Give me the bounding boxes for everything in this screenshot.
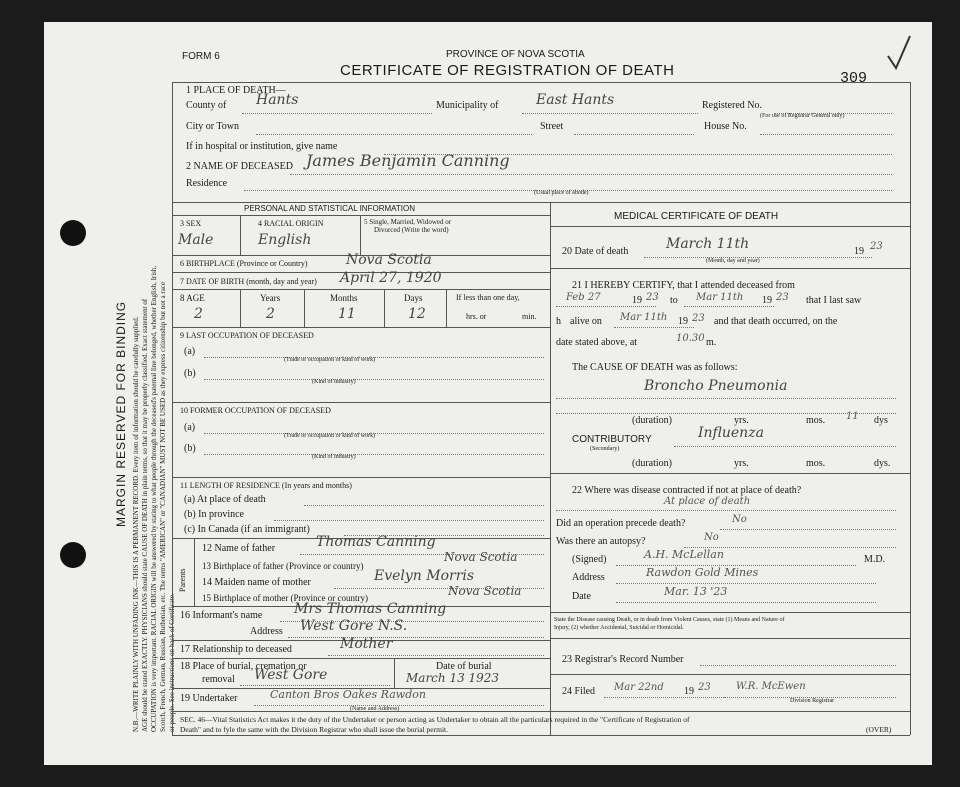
cause-dys-label: dys (874, 415, 888, 426)
contributory-label: CONTRIBUTORY (572, 434, 652, 445)
contrib-yrs-label: yrs. (734, 458, 749, 469)
last-saw-label: that I last saw (806, 295, 862, 306)
in-province-label: (b) In province (184, 509, 244, 520)
last-occupation-label: 9 LAST OCCUPATION OF DECEASED (180, 331, 314, 340)
alive-prefix: h (556, 316, 561, 327)
undertaker-note: (Name and Address) (350, 706, 400, 712)
attend-to-value: Mar 11th (696, 292, 744, 303)
contributory-value: Influenza (698, 425, 764, 441)
signed-label: (Signed) (572, 554, 607, 565)
registrar-note: (For use of Registrar General only) (760, 113, 845, 119)
former-industry-note: (Kind of industry) (312, 454, 356, 460)
burial-label: 18 Place of burial, cremation or (180, 661, 307, 672)
parents-label: Parents (178, 568, 187, 592)
occurred-label: and that death occurred, on the (714, 316, 838, 327)
sex-value: Male (178, 232, 214, 248)
burial-date-label: Date of burial (436, 661, 492, 672)
birthplace-label: 6 BIRTHPLACE (Province or Country) (180, 259, 308, 268)
autopsy-label: Was there an autopsy? (556, 536, 646, 547)
province-heading: PROVINCE OF NOVA SCOTIA (446, 49, 585, 60)
last-occupation-b: (b) (184, 368, 196, 379)
house-label: House No. (704, 121, 747, 132)
certificate-number: 309 (840, 70, 868, 87)
informant-label: 16 Informant's name (180, 610, 263, 621)
attend-from-19: 19 (632, 295, 642, 306)
residence-label: Residence (186, 178, 228, 189)
certificate-title: CERTIFICATE OF REGISTRATION OF DEATH (340, 62, 675, 79)
city-label: City or Town (186, 121, 240, 132)
mother-label: 14 Maiden name of mother (202, 577, 311, 588)
cause-value: Broncho Pneumonia (644, 378, 788, 394)
margin-note-5: or people. See instructions on back of Certificate. (168, 593, 176, 732)
alive-date-value: Mar 11th (620, 312, 668, 323)
former-occupation-b: (b) (184, 443, 196, 454)
mother-birthplace-label: 15 Birthplace of mother (Province or country) (202, 593, 368, 603)
contrib-mos-label: mos. (806, 458, 826, 469)
attend-to-19: 19 (762, 295, 772, 306)
stated-label: date stated above, at (556, 337, 638, 348)
registrar-value: W.R. McEwen (736, 681, 806, 692)
contrib-dys-label: dys. (874, 458, 891, 469)
days-label: Days (404, 293, 423, 303)
hrs-label: hrs. or (466, 312, 487, 321)
registered-label: Registered No. (702, 100, 762, 111)
date-of-death-label: 20 Date of death (562, 246, 629, 257)
binder-hole-bottom (60, 542, 86, 568)
margin-heading: MARGIN RESERVED FOR BINDING (114, 300, 128, 527)
racial-label: 4 RACIAL ORIGIN (258, 219, 324, 228)
sex-label: 3 SEX (180, 219, 202, 228)
years-label: Years (260, 293, 281, 303)
to-label: to (670, 295, 678, 306)
informant-value: Mrs Thomas Canning (294, 601, 447, 617)
county-label: County of (186, 100, 227, 111)
death-certificate (44, 22, 932, 765)
relationship-value: Mother (340, 636, 393, 652)
municipality-label: Municipality of (436, 100, 499, 111)
at-place-label: (a) At place of death (184, 494, 266, 505)
marital-label-2: Divorced (Write the word) (374, 226, 449, 234)
date-of-death-value: March 11th (666, 236, 750, 252)
margin-note-2: AGE should be stated EXACTLY. PHYSICIANS should state CAUSE OF DEATH in plain terms, so that it may be properly classified. Exact statement of (141, 298, 149, 732)
over-label: (OVER) (866, 725, 892, 734)
attend-from-value: Feb 27 (566, 292, 601, 303)
cause-mos-label: mos. (806, 415, 826, 426)
father-value: Thomas Canning (316, 534, 436, 550)
cause-duration-label: (duration) (632, 415, 672, 426)
abode-note: (Usual place of abode) (534, 190, 589, 196)
form-number: FORM 6 (182, 51, 220, 62)
personal-heading: PERSONAL AND STATISTICAL INFORMATION (244, 204, 415, 213)
contracted-value: At place of death (664, 496, 751, 507)
filed-label: 24 Filed (562, 686, 596, 697)
burial-place-value: West Gore (254, 667, 328, 683)
father-birthplace-value: Nova Scotia (444, 550, 518, 564)
months-label: Months (330, 293, 358, 303)
m-label: m. (706, 337, 717, 348)
deceased-name-label: 2 NAME OF DECEASED (186, 161, 293, 172)
physician-address-label: Address (572, 572, 605, 583)
physician-date-value: Mar. 13 '23 (664, 585, 728, 598)
attend-to-year: 23 (776, 292, 789, 303)
former-occupation-label: 10 FORMER OCCUPATION OF DECEASED (180, 406, 331, 415)
autopsy-value: No (704, 532, 719, 543)
contracted-label: 22 Where was disease contracted if not at place of death? (572, 485, 802, 496)
less-than-day-label: If less than one day, (456, 293, 520, 302)
age-label: 8 AGE (180, 293, 205, 303)
secondary-note: (Secondary) (590, 446, 620, 452)
alive-label: alive on (570, 316, 602, 327)
contrib-duration-label: (duration) (632, 458, 672, 469)
father-label: 12 Name of father (202, 543, 276, 554)
former-trade-note: (Trade or occupation or kind of work) (284, 433, 376, 439)
md-label: M.D. (864, 554, 886, 565)
cause-yrs-label: yrs. (734, 415, 749, 426)
margin-note-4: Scotch, French, German, Russian, Ruthenian, etc. The terms "AMERICAN" or "CANADIAN" MUST NOT BE USED as they express citizenship but not a race (159, 281, 167, 732)
record-number-label: 23 Registrar's Record Number (562, 654, 684, 665)
sec46-line-1: SEC. 46—Vital Statistics Act makes it the duty of the Undertaker or person acting as Undertaker to obtain all the particulars required in the "Certificate of Registration of (180, 715, 690, 724)
county-value: Hants (256, 92, 299, 108)
sec46-line-2: Death" and to fyle the same with the Division Registrar who shall issue the burial permit. (180, 725, 449, 734)
medical-heading: MEDICAL CERTIFICATE OF DEATH (614, 211, 779, 222)
physician-date-label: Date (572, 591, 591, 602)
age-years-box: 2 (266, 306, 275, 322)
age-years-value: 2 (194, 306, 203, 322)
mother-birthplace-value: Nova Scotia (448, 584, 522, 598)
informant-address-value: West Gore N.S. (300, 618, 408, 634)
alive-year: 23 (692, 313, 705, 324)
last-occupation-a: (a) (184, 346, 196, 357)
age-months-value: 11 (338, 306, 356, 322)
last-trade-note: (Trade or occupation or kind of work) (284, 357, 376, 363)
cause-label: The CAUSE OF DEATH was as follows: (572, 362, 738, 373)
certify-label: 21 I HEREBY CERTIFY, that I attended deceased from (572, 280, 795, 291)
mother-value: Evelyn Morris (374, 568, 475, 584)
municipality-value: East Hants (536, 92, 615, 108)
deceased-name: James Benjamin Canning (306, 151, 510, 170)
dob-label: 7 DATE OF BIRTH (month, day and year) (180, 277, 317, 286)
hospital-label: If in hospital or institution, give name (186, 141, 338, 152)
registrar-label: Division Registrar (790, 698, 835, 704)
residence-length-label: 11 LENGTH OF RESIDENCE (In years and months) (180, 481, 352, 490)
min-label: min. (522, 312, 537, 321)
father-birthplace-label: 13 Birthplace of father (Province or country) (202, 561, 364, 571)
violent-note-1: State the Disease causing Death, or in death from Violent Causes, state (1) Means and Nature of (554, 617, 785, 623)
age-days-value: 12 (408, 306, 426, 322)
street-label: Street (540, 121, 564, 132)
undertaker-label: 19 Undertaker (180, 693, 238, 704)
cause-duration-days: 11 (846, 411, 859, 422)
margin-note-3: OCCUPATION is very important. RACIAL ORIGIN will be answered by stating to what people through the deceased's paternal line belonged, whether English, Irish, (150, 265, 158, 732)
attend-from-year: 23 (646, 292, 659, 303)
birthplace-value: Nova Scotia (346, 252, 432, 268)
signed-value: A.H. McLellan (644, 548, 724, 561)
former-occupation-a: (a) (184, 422, 196, 433)
alive-19: 19 (678, 316, 688, 327)
in-canada-label: (c) In Canada (if an immigrant) (184, 524, 310, 535)
marital-label: 5 Single, Married, Widowed or (364, 218, 452, 226)
burial-removal-label: removal (202, 674, 235, 685)
physician-address-value: Rawdon Gold Mines (646, 566, 759, 579)
burial-date-value: March 13 1923 (406, 671, 500, 685)
violent-note-2: Injury, (2) whether Accidental, Suicidal or Homicidal. (554, 625, 684, 631)
death-year-prefix: 19 (854, 246, 864, 257)
last-industry-note: (Kind of industry) (312, 379, 356, 385)
filed-19: 19 (684, 686, 694, 697)
operation-value: No (732, 514, 747, 525)
binder-hole-top (60, 220, 86, 246)
margin-note-1: N.B.—WRITE PLAINLY WITH UNFADING INK—THIS IS A PERMANENT RECORD. Every item of information should be carefully supplied. (132, 316, 140, 732)
filed-date-value: Mar 22nd (614, 682, 664, 693)
date-note: (Month, day and year) (706, 258, 760, 264)
dob-value: April 27, 1920 (340, 270, 442, 286)
death-year-value: 23 (870, 241, 883, 252)
time-value: 10.30 (676, 333, 705, 344)
place-heading: 1 PLACE OF DEATH— (186, 85, 286, 96)
relationship-label: 17 Relationship to deceased (180, 644, 292, 655)
filed-year: 23 (698, 682, 711, 693)
racial-value: English (258, 232, 312, 248)
operation-label: Did an operation precede death? (556, 518, 686, 529)
undertaker-value: Canton Bros Oakes Rawdon (270, 688, 426, 701)
informant-address-label: Address (250, 626, 283, 637)
checkmark-icon (884, 32, 914, 72)
